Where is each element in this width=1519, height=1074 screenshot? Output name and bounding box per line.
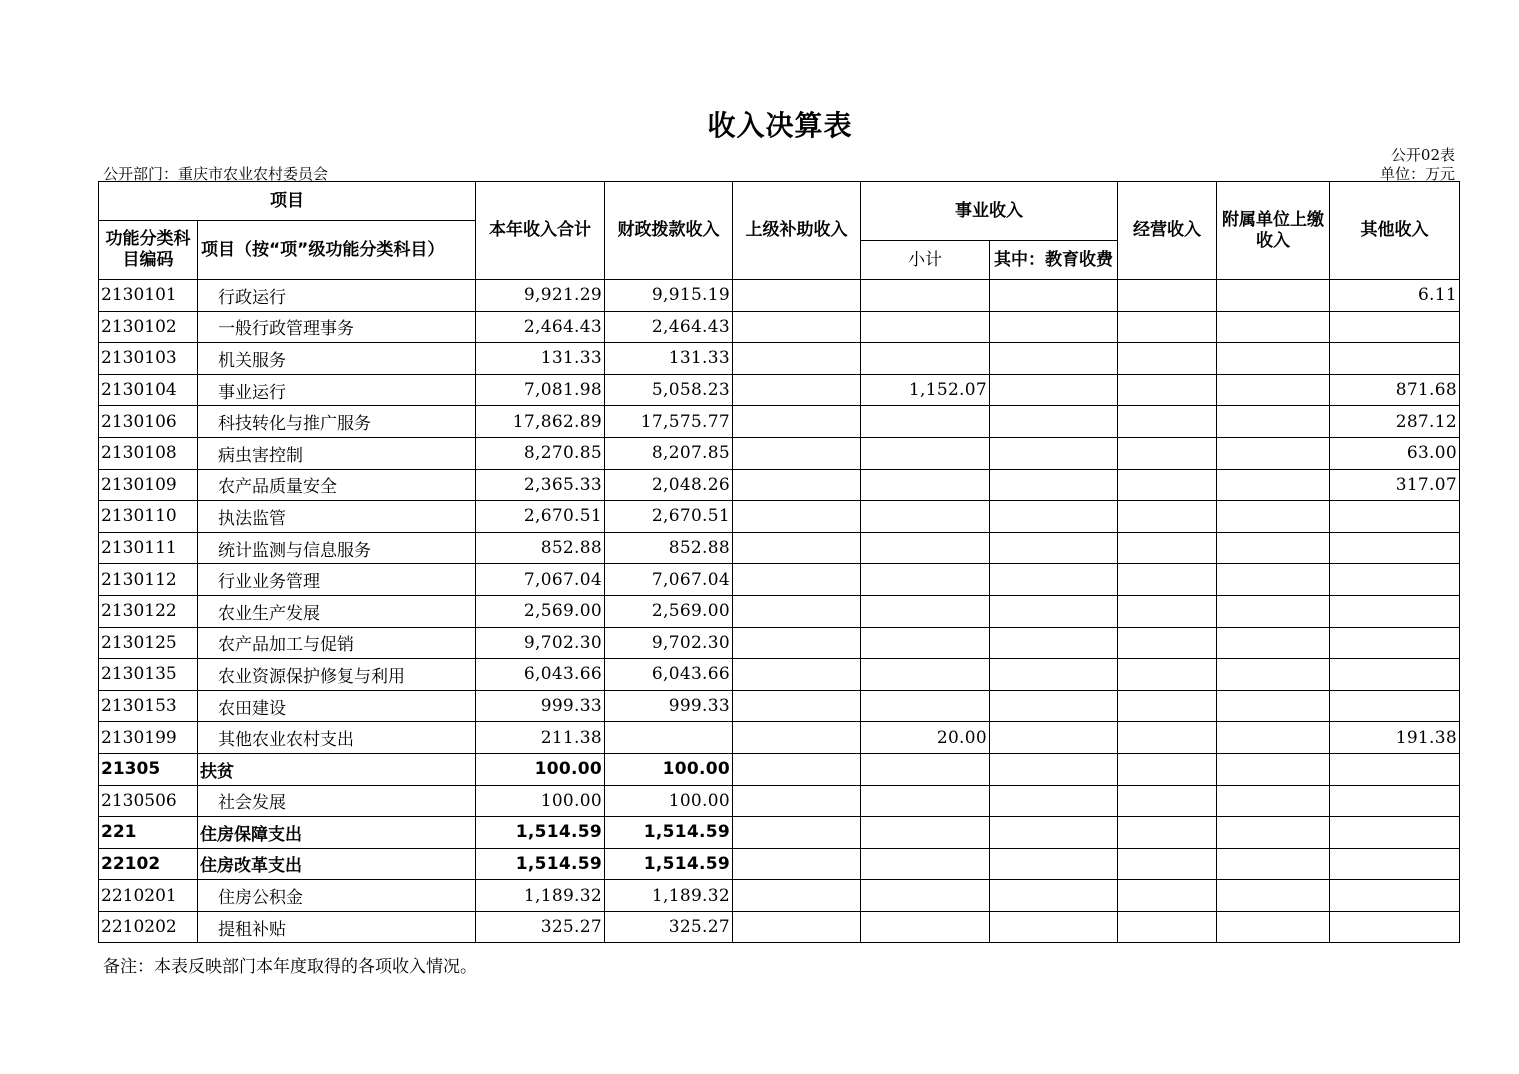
cell-superior bbox=[733, 880, 861, 912]
cell-affiliated bbox=[1217, 817, 1330, 849]
cell-name: 扶贫 bbox=[198, 753, 476, 785]
cell-affiliated bbox=[1217, 880, 1330, 912]
cell-operating bbox=[1118, 343, 1217, 375]
header-business: 事业收入 bbox=[861, 182, 1118, 241]
cell-edu bbox=[990, 595, 1118, 627]
cell-edu bbox=[990, 880, 1118, 912]
table-row bbox=[99, 690, 1460, 722]
cell-total: 2,464.43 bbox=[476, 311, 605, 343]
cell-superior bbox=[733, 280, 861, 312]
cell-operating bbox=[1118, 817, 1217, 849]
cell-operating bbox=[1118, 595, 1217, 627]
cell-code: 2130102 bbox=[99, 311, 198, 343]
cell-code: 2130111 bbox=[99, 532, 198, 564]
cell-other bbox=[1330, 627, 1460, 659]
cell-other bbox=[1330, 690, 1460, 722]
cell-code: 2130109 bbox=[99, 469, 198, 501]
cell-subtotal bbox=[861, 406, 990, 438]
cell-subtotal bbox=[861, 501, 990, 533]
form-number: 公开02表 bbox=[1390, 146, 1455, 164]
cell-total: 211.38 bbox=[476, 722, 605, 754]
cell-total: 100.00 bbox=[476, 753, 605, 785]
cell-operating bbox=[1118, 564, 1217, 596]
cell-affiliated bbox=[1217, 469, 1330, 501]
cell-code: 2210202 bbox=[99, 911, 198, 943]
header-superior: 上级补助收入 bbox=[733, 182, 861, 280]
cell-other bbox=[1330, 311, 1460, 343]
cell-total: 131.33 bbox=[476, 343, 605, 375]
cell-name: 统计监测与信息服务 bbox=[198, 532, 476, 564]
cell-fiscal: 999.33 bbox=[605, 690, 733, 722]
cell-total: 2,670.51 bbox=[476, 501, 605, 533]
cell-operating bbox=[1118, 911, 1217, 943]
cell-total: 325.27 bbox=[476, 911, 605, 943]
cell-name: 农业资源保护修复与利用 bbox=[198, 659, 476, 691]
table-row bbox=[99, 911, 1460, 943]
cell-name: 农业生产发展 bbox=[198, 595, 476, 627]
cell-fiscal: 2,464.43 bbox=[605, 311, 733, 343]
cell-affiliated bbox=[1217, 406, 1330, 438]
cell-name: 社会发展 bbox=[198, 785, 476, 817]
cell-fiscal: 2,569.00 bbox=[605, 595, 733, 627]
cell-code: 2130103 bbox=[99, 343, 198, 375]
cell-operating bbox=[1118, 532, 1217, 564]
cell-other: 871.68 bbox=[1330, 374, 1460, 406]
cell-superior bbox=[733, 343, 861, 375]
table-row bbox=[99, 469, 1460, 501]
cell-subtotal bbox=[861, 848, 990, 880]
cell-affiliated bbox=[1217, 501, 1330, 533]
cell-other bbox=[1330, 501, 1460, 533]
cell-superior bbox=[733, 690, 861, 722]
cell-superior bbox=[733, 595, 861, 627]
cell-edu bbox=[990, 817, 1118, 849]
cell-code: 21305 bbox=[99, 753, 198, 785]
cell-code: 221 bbox=[99, 817, 198, 849]
cell-affiliated bbox=[1217, 280, 1330, 312]
cell-superior bbox=[733, 785, 861, 817]
cell-subtotal bbox=[861, 785, 990, 817]
cell-total: 2,365.33 bbox=[476, 469, 605, 501]
cell-name: 病虫害控制 bbox=[198, 437, 476, 469]
cell-superior bbox=[733, 722, 861, 754]
cell-affiliated bbox=[1217, 659, 1330, 691]
cell-fiscal: 100.00 bbox=[605, 753, 733, 785]
page-title: 收入决算表 bbox=[707, 109, 853, 142]
cell-edu bbox=[990, 311, 1118, 343]
cell-other: 287.12 bbox=[1330, 406, 1460, 438]
table-row bbox=[99, 785, 1460, 817]
cell-edu bbox=[990, 280, 1118, 312]
cell-total: 6,043.66 bbox=[476, 659, 605, 691]
table-row bbox=[99, 437, 1460, 469]
cell-affiliated bbox=[1217, 564, 1330, 596]
cell-total: 1,514.59 bbox=[476, 848, 605, 880]
cell-total: 17,862.89 bbox=[476, 406, 605, 438]
cell-total: 9,921.29 bbox=[476, 280, 605, 312]
cell-other: 63.00 bbox=[1330, 437, 1460, 469]
cell-fiscal bbox=[605, 722, 733, 754]
cell-fiscal: 17,575.77 bbox=[605, 406, 733, 438]
cell-other bbox=[1330, 911, 1460, 943]
cell-fiscal: 2,670.51 bbox=[605, 501, 733, 533]
table-row bbox=[99, 595, 1460, 627]
cell-code: 2130106 bbox=[99, 406, 198, 438]
cell-operating bbox=[1118, 501, 1217, 533]
cell-other bbox=[1330, 532, 1460, 564]
cell-name: 其他农业农村支出 bbox=[198, 722, 476, 754]
cell-total: 7,067.04 bbox=[476, 564, 605, 596]
cell-edu bbox=[990, 343, 1118, 375]
cell-name: 机关服务 bbox=[198, 343, 476, 375]
cell-operating bbox=[1118, 627, 1217, 659]
cell-subtotal bbox=[861, 311, 990, 343]
cell-code: 2130153 bbox=[99, 690, 198, 722]
cell-superior bbox=[733, 437, 861, 469]
cell-name: 科技转化与推广服务 bbox=[198, 406, 476, 438]
cell-code: 2130112 bbox=[99, 564, 198, 596]
cell-affiliated bbox=[1217, 437, 1330, 469]
cell-subtotal bbox=[861, 280, 990, 312]
cell-edu bbox=[990, 848, 1118, 880]
cell-subtotal bbox=[861, 343, 990, 375]
cell-name: 住房公积金 bbox=[198, 880, 476, 912]
cell-edu bbox=[990, 753, 1118, 785]
cell-edu bbox=[990, 659, 1118, 691]
cell-affiliated bbox=[1217, 785, 1330, 817]
cell-operating bbox=[1118, 374, 1217, 406]
table-row bbox=[99, 311, 1460, 343]
department-label: 公开部门：重庆市农业农村委员会 bbox=[103, 165, 329, 183]
cell-edu bbox=[990, 532, 1118, 564]
cell-code: 2130108 bbox=[99, 437, 198, 469]
cell-other bbox=[1330, 817, 1460, 849]
cell-affiliated bbox=[1217, 311, 1330, 343]
cell-fiscal: 9,702.30 bbox=[605, 627, 733, 659]
cell-superior bbox=[733, 532, 861, 564]
cell-subtotal: 1,152.07 bbox=[861, 374, 990, 406]
cell-other bbox=[1330, 564, 1460, 596]
cell-superior bbox=[733, 374, 861, 406]
cell-edu bbox=[990, 406, 1118, 438]
cell-affiliated bbox=[1217, 753, 1330, 785]
cell-fiscal: 2,048.26 bbox=[605, 469, 733, 501]
cell-total: 7,081.98 bbox=[476, 374, 605, 406]
cell-fiscal: 1,514.59 bbox=[605, 817, 733, 849]
cell-affiliated bbox=[1217, 690, 1330, 722]
cell-other bbox=[1330, 659, 1460, 691]
cell-subtotal bbox=[861, 564, 990, 596]
header-item: 项目（按“项”级功能分类科目） bbox=[198, 221, 476, 280]
cell-superior bbox=[733, 469, 861, 501]
cell-affiliated bbox=[1217, 532, 1330, 564]
table-row bbox=[99, 374, 1460, 406]
cell-operating bbox=[1118, 690, 1217, 722]
table-row bbox=[99, 817, 1460, 849]
cell-subtotal bbox=[861, 690, 990, 722]
cell-subtotal bbox=[861, 437, 990, 469]
cell-operating bbox=[1118, 848, 1217, 880]
cell-edu bbox=[990, 627, 1118, 659]
table-row bbox=[99, 532, 1460, 564]
header-code: 功能分类科目编码 bbox=[99, 221, 198, 280]
table-row bbox=[99, 280, 1460, 312]
table-row bbox=[99, 501, 1460, 533]
unit-label: 单位：万元 bbox=[1379, 165, 1455, 183]
cell-superior bbox=[733, 753, 861, 785]
cell-operating bbox=[1118, 753, 1217, 785]
cell-subtotal bbox=[861, 659, 990, 691]
cell-other: 6.11 bbox=[1330, 280, 1460, 312]
header-total: 本年收入合计 bbox=[476, 182, 605, 280]
cell-total: 100.00 bbox=[476, 785, 605, 817]
cell-edu bbox=[990, 501, 1118, 533]
cell-total: 2,569.00 bbox=[476, 595, 605, 627]
cell-other bbox=[1330, 595, 1460, 627]
cell-code: 2130122 bbox=[99, 595, 198, 627]
cell-operating bbox=[1118, 880, 1217, 912]
cell-code: 2130101 bbox=[99, 280, 198, 312]
cell-affiliated bbox=[1217, 848, 1330, 880]
cell-fiscal: 8,207.85 bbox=[605, 437, 733, 469]
cell-other bbox=[1330, 343, 1460, 375]
cell-code: 22102 bbox=[99, 848, 198, 880]
cell-fiscal: 1,189.32 bbox=[605, 880, 733, 912]
cell-edu bbox=[990, 437, 1118, 469]
cell-subtotal bbox=[861, 880, 990, 912]
table-row bbox=[99, 753, 1460, 785]
cell-superior bbox=[733, 659, 861, 691]
cell-fiscal: 9,915.19 bbox=[605, 280, 733, 312]
header-subtotal: 小计 bbox=[861, 241, 990, 280]
cell-total: 8,270.85 bbox=[476, 437, 605, 469]
cell-operating bbox=[1118, 437, 1217, 469]
header-edu: 其中：教育收费 bbox=[990, 241, 1118, 280]
cell-operating bbox=[1118, 722, 1217, 754]
cell-superior bbox=[733, 627, 861, 659]
cell-fiscal: 7,067.04 bbox=[605, 564, 733, 596]
cell-subtotal bbox=[861, 532, 990, 564]
cell-total: 852.88 bbox=[476, 532, 605, 564]
cell-affiliated bbox=[1217, 911, 1330, 943]
cell-operating bbox=[1118, 785, 1217, 817]
cell-subtotal: 20.00 bbox=[861, 722, 990, 754]
cell-affiliated bbox=[1217, 374, 1330, 406]
cell-name: 住房改革支出 bbox=[198, 848, 476, 880]
table-row bbox=[99, 564, 1460, 596]
cell-subtotal bbox=[861, 911, 990, 943]
cell-total: 1,189.32 bbox=[476, 880, 605, 912]
cell-fiscal: 852.88 bbox=[605, 532, 733, 564]
cell-fiscal: 131.33 bbox=[605, 343, 733, 375]
cell-subtotal bbox=[861, 595, 990, 627]
cell-other bbox=[1330, 785, 1460, 817]
cell-affiliated bbox=[1217, 595, 1330, 627]
header-fiscal: 财政拨款收入 bbox=[605, 182, 733, 280]
cell-edu bbox=[990, 785, 1118, 817]
table-row bbox=[99, 880, 1460, 912]
cell-code: 2130110 bbox=[99, 501, 198, 533]
cell-affiliated bbox=[1217, 627, 1330, 659]
cell-code: 2130104 bbox=[99, 374, 198, 406]
cell-name: 农田建设 bbox=[198, 690, 476, 722]
cell-operating bbox=[1118, 406, 1217, 438]
cell-edu bbox=[990, 469, 1118, 501]
cell-total: 9,702.30 bbox=[476, 627, 605, 659]
cell-name: 农产品加工与促销 bbox=[198, 627, 476, 659]
cell-other: 317.07 bbox=[1330, 469, 1460, 501]
header-operating: 经营收入 bbox=[1118, 182, 1217, 280]
cell-fiscal: 1,514.59 bbox=[605, 848, 733, 880]
cell-operating bbox=[1118, 469, 1217, 501]
cell-edu bbox=[990, 690, 1118, 722]
header-project: 项目 bbox=[99, 182, 476, 221]
cell-fiscal: 100.00 bbox=[605, 785, 733, 817]
table-row bbox=[99, 627, 1460, 659]
cell-operating bbox=[1118, 311, 1217, 343]
table-row bbox=[99, 343, 1460, 375]
cell-superior bbox=[733, 817, 861, 849]
footnote: 备注：本表反映部门本年度取得的各项收入情况。 bbox=[103, 957, 477, 977]
cell-other bbox=[1330, 753, 1460, 785]
cell-name: 一般行政管理事务 bbox=[198, 311, 476, 343]
cell-code: 2130125 bbox=[99, 627, 198, 659]
header-affiliated: 附属单位上缴收入 bbox=[1217, 182, 1330, 280]
cell-code: 2210201 bbox=[99, 880, 198, 912]
cell-superior bbox=[733, 911, 861, 943]
income-table bbox=[98, 181, 1460, 943]
cell-name: 农产品质量安全 bbox=[198, 469, 476, 501]
cell-superior bbox=[733, 406, 861, 438]
cell-name: 住房保障支出 bbox=[198, 817, 476, 849]
cell-name: 提租补贴 bbox=[198, 911, 476, 943]
cell-name: 事业运行 bbox=[198, 374, 476, 406]
cell-operating bbox=[1118, 659, 1217, 691]
cell-superior bbox=[733, 501, 861, 533]
cell-subtotal bbox=[861, 469, 990, 501]
cell-code: 2130135 bbox=[99, 659, 198, 691]
cell-other bbox=[1330, 848, 1460, 880]
cell-fiscal: 5,058.23 bbox=[605, 374, 733, 406]
cell-total: 999.33 bbox=[476, 690, 605, 722]
cell-superior bbox=[733, 564, 861, 596]
cell-operating bbox=[1118, 280, 1217, 312]
cell-subtotal bbox=[861, 753, 990, 785]
cell-edu bbox=[990, 722, 1118, 754]
cell-affiliated bbox=[1217, 343, 1330, 375]
cell-code: 2130506 bbox=[99, 785, 198, 817]
table-row bbox=[99, 848, 1460, 880]
cell-code: 2130199 bbox=[99, 722, 198, 754]
table-row bbox=[99, 722, 1460, 754]
cell-edu bbox=[990, 374, 1118, 406]
cell-superior bbox=[733, 848, 861, 880]
cell-subtotal bbox=[861, 817, 990, 849]
table-row bbox=[99, 659, 1460, 691]
table-row bbox=[99, 406, 1460, 438]
cell-subtotal bbox=[861, 627, 990, 659]
cell-other: 191.38 bbox=[1330, 722, 1460, 754]
table-body bbox=[99, 280, 1460, 943]
cell-other bbox=[1330, 880, 1460, 912]
header-other: 其他收入 bbox=[1330, 182, 1460, 280]
cell-fiscal: 6,043.66 bbox=[605, 659, 733, 691]
cell-edu bbox=[990, 564, 1118, 596]
cell-affiliated bbox=[1217, 722, 1330, 754]
cell-edu bbox=[990, 911, 1118, 943]
cell-name: 行业业务管理 bbox=[198, 564, 476, 596]
cell-total: 1,514.59 bbox=[476, 817, 605, 849]
cell-superior bbox=[733, 311, 861, 343]
cell-name: 行政运行 bbox=[198, 280, 476, 312]
cell-name: 执法监管 bbox=[198, 501, 476, 533]
cell-fiscal: 325.27 bbox=[605, 911, 733, 943]
